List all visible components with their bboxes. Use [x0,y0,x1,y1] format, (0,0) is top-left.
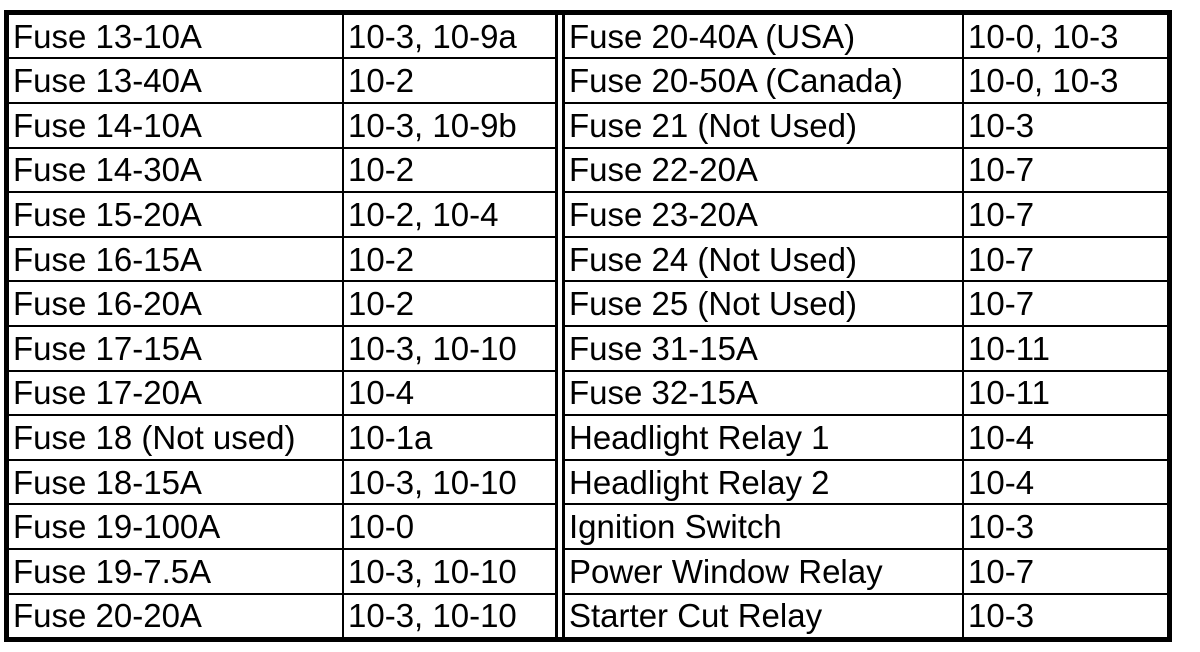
page-reference-cell: 10-2 [343,281,555,326]
table-row [9,192,555,237]
component-cell: Fuse 20-40A (USA) [565,15,963,58]
page-reference-cell: 10-7 [963,237,1167,282]
page-reference-cell: 10-0 [343,504,555,549]
page-reference-cell: 10-3, 10-10 [343,594,555,637]
component-cell: Headlight Relay 2 [565,460,963,505]
table-row [565,504,1167,549]
table-row [565,326,1167,371]
component-cell: Fuse 18-15A [9,460,343,505]
table-row [9,594,555,637]
component-cell: Fuse 21 (Not Used) [565,103,963,148]
table-row [565,103,1167,148]
page-reference-cell: 10-7 [963,281,1167,326]
table-row [565,58,1167,103]
component-cell: Fuse 32-15A [565,371,963,416]
page-reference-cell: 10-3 [963,103,1167,148]
page-reference-cell: 10-0, 10-3 [963,58,1167,103]
table-row [565,192,1167,237]
table-row [565,549,1167,594]
page-reference-cell: 10-3 [963,594,1167,637]
page-reference-cell: 10-0, 10-3 [963,15,1167,58]
component-cell: Headlight Relay 1 [565,415,963,460]
right-table-body [565,15,1167,637]
component-cell: Fuse 19-100A [9,504,343,549]
component-cell: Fuse 24 (Not Used) [565,237,963,282]
page-reference-cell: 10-3 [963,504,1167,549]
component-cell: Starter Cut Relay [565,594,963,637]
table-row [9,281,555,326]
component-cell: Fuse 14-30A [9,148,343,193]
table-row [9,504,555,549]
table-row [565,15,1167,58]
page-reference-cell: 10-2 [343,237,555,282]
page-reference-cell: 10-11 [963,326,1167,371]
page-reference-cell: 10-3, 10-9b [343,103,555,148]
component-cell: Fuse 17-15A [9,326,343,371]
table-row [565,371,1167,416]
table-row [9,326,555,371]
table-row [565,281,1167,326]
component-cell: Fuse 16-20A [9,281,343,326]
component-cell: Fuse 18 (Not used) [9,415,343,460]
component-cell: Fuse 13-10A [9,15,343,58]
page-reference-cell: 10-1a [343,415,555,460]
table-row [9,460,555,505]
left-table-body [9,15,555,637]
column-divider [555,15,565,637]
page-reference-cell: 10-7 [963,549,1167,594]
page-reference-cell: 10-3, 10-10 [343,460,555,505]
page-reference-cell: 10-4 [343,371,555,416]
component-cell: Fuse 20-20A [9,594,343,637]
component-cell: Ignition Switch [565,504,963,549]
table-row [9,237,555,282]
page-reference-cell: 10-3, 10-10 [343,549,555,594]
page-reference-cell: 10-3, 10-9a [343,15,555,58]
fuse-index-table [4,10,1172,642]
component-cell: Fuse 19-7.5A [9,549,343,594]
page-reference-cell: 10-11 [963,371,1167,416]
component-cell: Fuse 25 (Not Used) [565,281,963,326]
table-row [565,594,1167,637]
page-reference-cell: 10-4 [963,460,1167,505]
page-reference-cell: 10-7 [963,192,1167,237]
table-row [9,15,555,58]
table-row [565,148,1167,193]
table-row [565,237,1167,282]
table-row [565,460,1167,505]
component-cell: Fuse 16-15A [9,237,343,282]
table-row [9,371,555,416]
table-row [9,103,555,148]
page-reference-cell: 10-2 [343,58,555,103]
left-table [9,15,555,637]
table-row [9,58,555,103]
component-cell: Fuse 17-20A [9,371,343,416]
component-cell: Fuse 13-40A [9,58,343,103]
table-row [9,549,555,594]
page-reference-cell: 10-4 [963,415,1167,460]
component-cell: Fuse 31-15A [565,326,963,371]
page-reference-cell: 10-2 [343,148,555,193]
component-cell: Power Window Relay [565,549,963,594]
component-cell: Fuse 14-10A [9,103,343,148]
page-reference-cell: 10-7 [963,148,1167,193]
table-row [9,415,555,460]
component-cell: Fuse 22-20A [565,148,963,193]
component-cell: Fuse 15-20A [9,192,343,237]
table-row [9,148,555,193]
page-reference-cell: 10-3, 10-10 [343,326,555,371]
page-reference-cell: 10-2, 10-4 [343,192,555,237]
component-cell: Fuse 23-20A [565,192,963,237]
table-row [565,415,1167,460]
right-table [565,15,1167,637]
component-cell: Fuse 20-50A (Canada) [565,58,963,103]
